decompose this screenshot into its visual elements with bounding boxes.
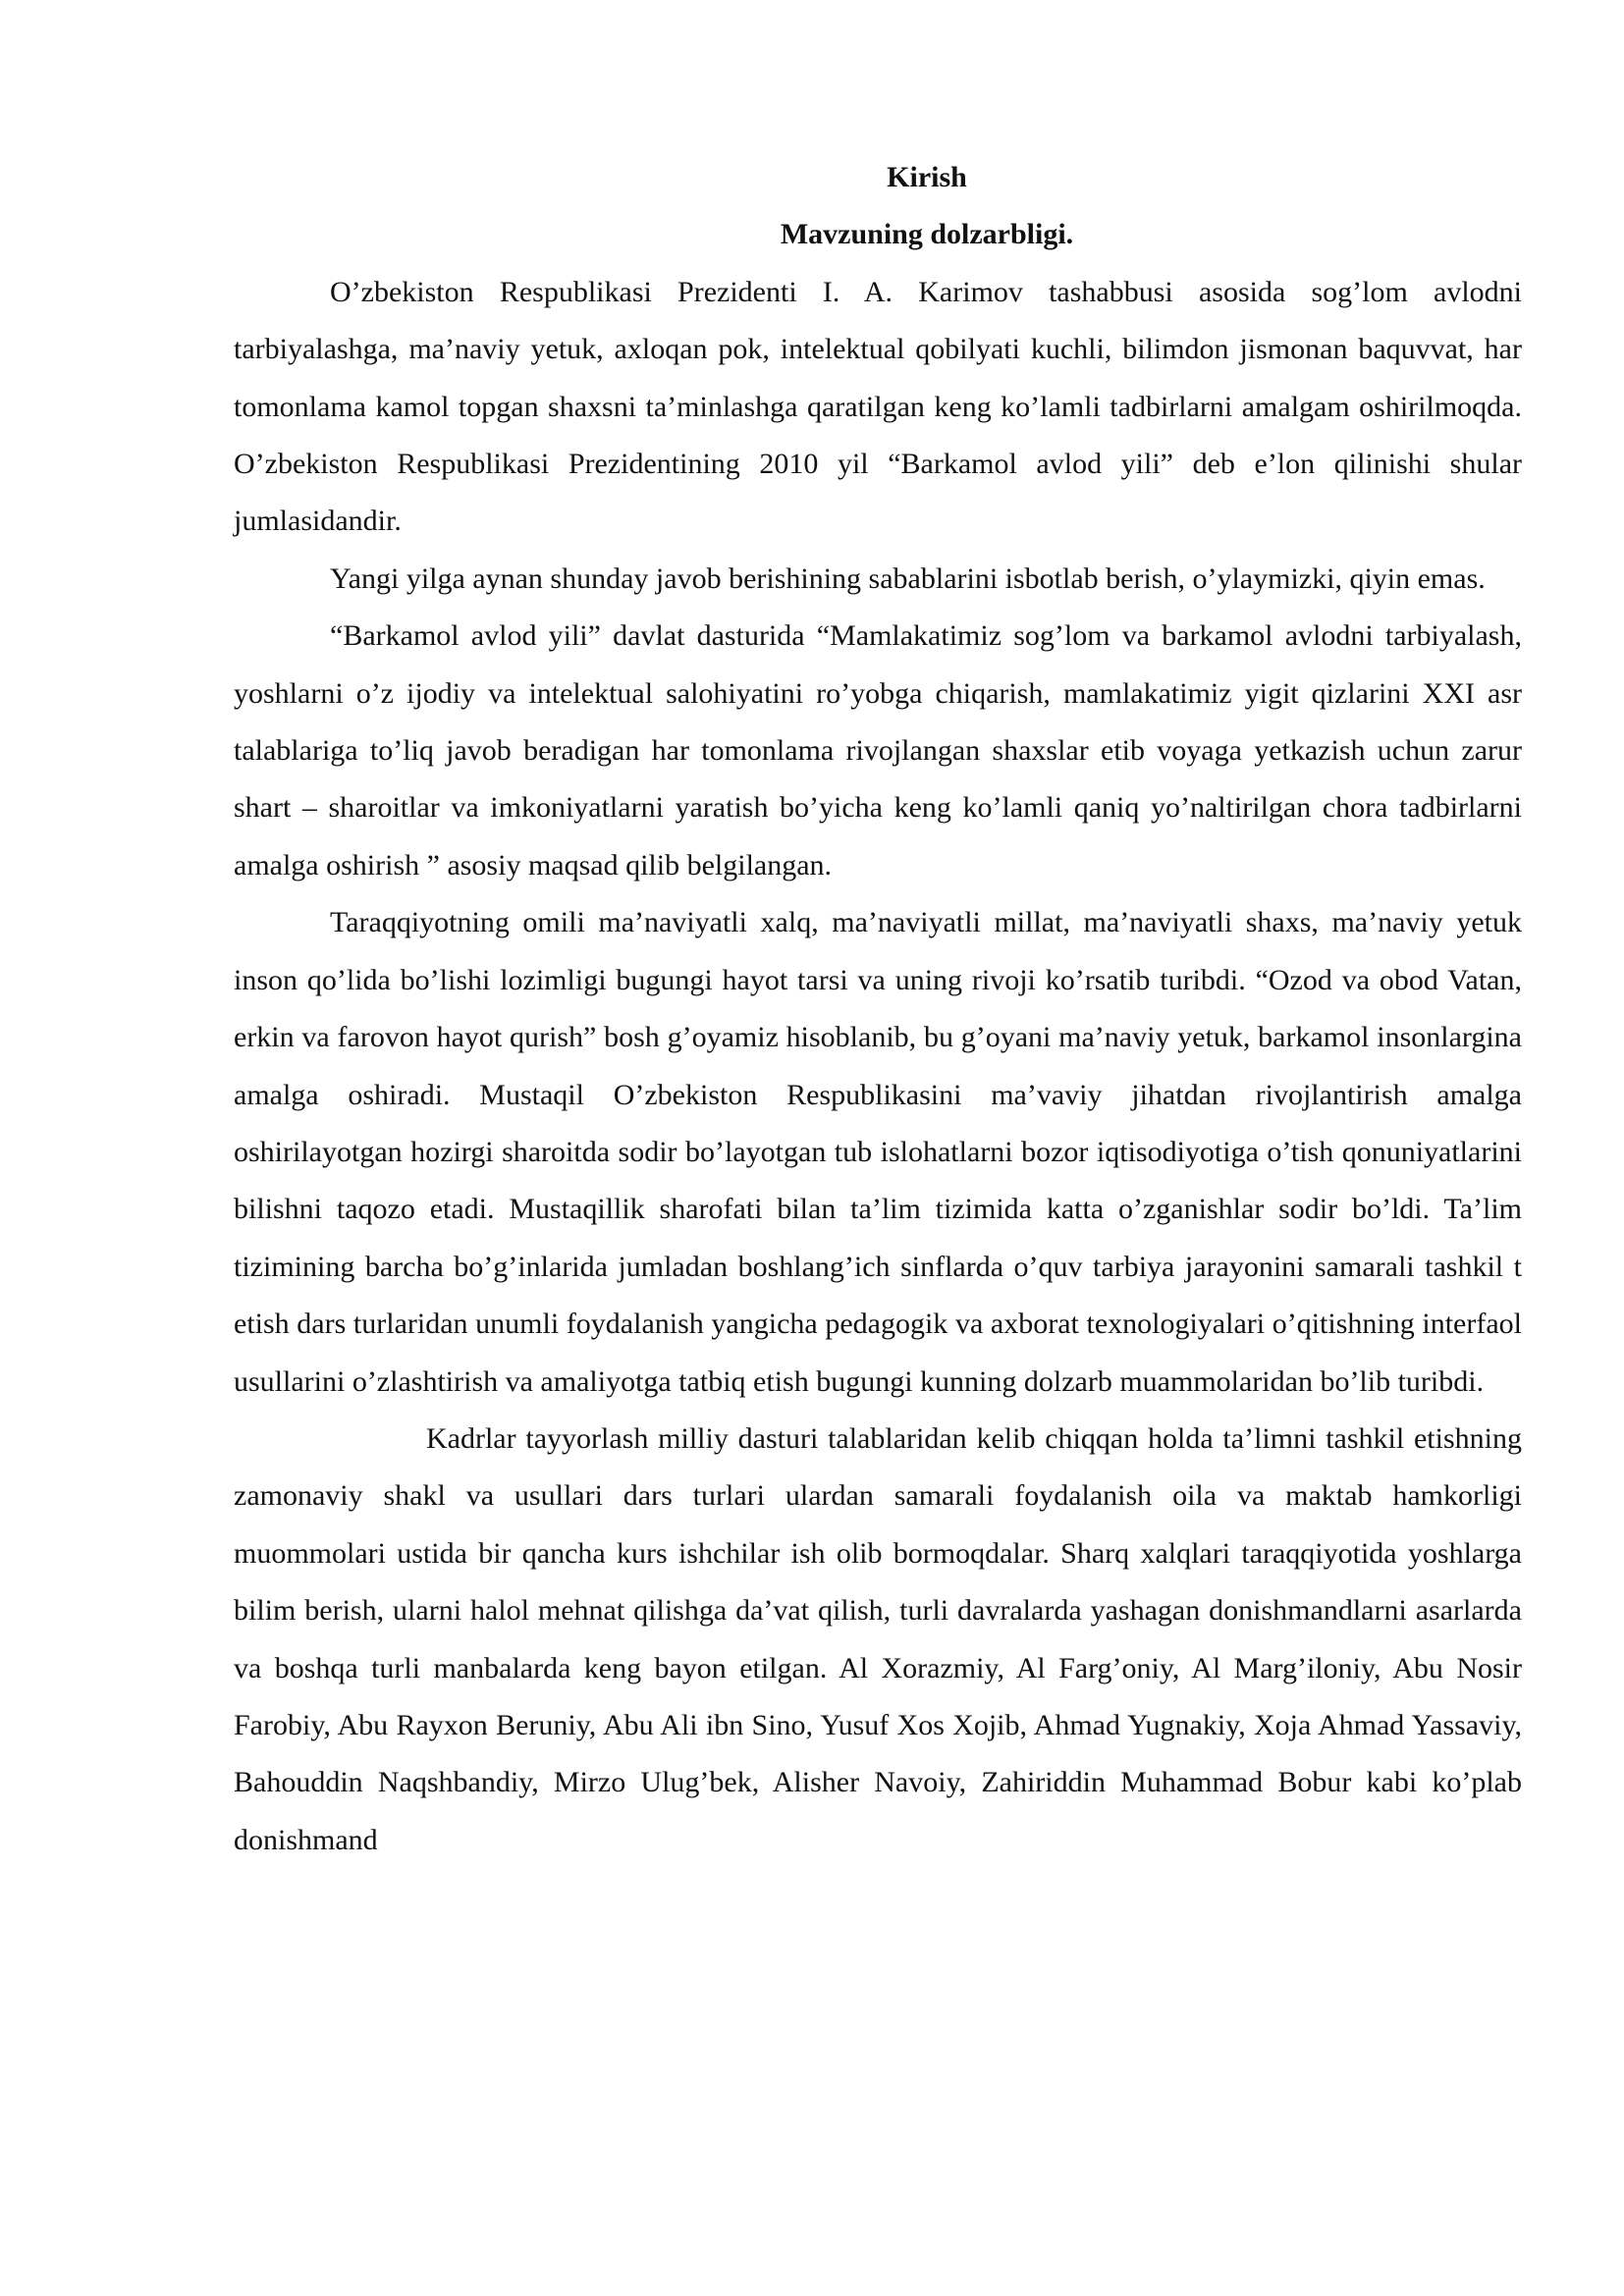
document-subtitle: Mavzuning dolzarbligi. (780, 218, 1074, 251)
document-page (234, 149, 1522, 1869)
paragraph-5: Kadrlar tayyorlash milliy dasturi talablaridan kelib chiqqan holda ta’limni tashkil etishning zamonaviy shakl va usullari dars turlari ulardan samarali foydalanish oila va maktab hamkorligi muommolari ustida bir qancha kurs ishchilar ish olib bormoqdalar. Sharq xalqlari taraqqiyotida yoshlarga bilim berish, ularni halol mehnat qilishga da’vat qilish, turli davralarda yashagan donishmandlarni asarlarda va boshqa turli manbalarda keng bayon etilgan. Al Xorazmiy, Al Farg’oniy, Al Marg’iloniy, Abu Nosir Farobiy, Abu Rayxon Beruniy, Abu Ali ibn Sino, Yusuf Xos Xojib, Ahmad Yugnakiy, Xoja Ahmad Yassaviy, Bahouddin Naqshbandiy, Mirzo Ulug’bek, Alisher Navoiy, Zahiriddin Muhammad Bobur kabi ko’plab donishmand (234, 1421, 1522, 1856)
paragraph-4: Taraqqiyotning omili ma’naviyatli xalq, ma’naviyatli millat, ma’naviyatli shaxs, ma’naviy yetuk inson qo’lida bo’lishi lozimligi bugungi hayot tarsi va uning rivoji ko’rsatib turibdi. “Ozod va obod Vatan, erkin va farovon hayot qurish” bosh g’oyamiz hisoblanib, bu g’oyani ma’naviy yetuk, barkamol insonlargina amalga oshiradi. Mustaqil O’zbekiston Respublikasini ma’vaviy jihatdan rivojlantirish amalga oshirilayotgan hozirgi sharoitda sodir bo’layotgan tub islohatlarni bozor iqtisodiyotiga o’tish qonuniyatlarini bilishni taqozo etadi. Mustaqillik sharofati bilan ta’lim tizimida katta o’zganishlar sodir bo’ldi. Ta’lim tizimining barcha bo’g’inlarida jumladan boshlang’ich sinflarda o’quv tarbiya jarayonini samarali tashkil t etish dars turlaridan unumli foydalanish yangicha pedagogik va axborat texnologiyalari o’qitishning interfaol usullarini o’zlashtirish va amaliyotga tatbiq etish bugungi kunning dolzarb muammolaridan bo’lib turibdi. (234, 906, 1522, 1398)
paragraph-3: “Barkamol avlod yili” davlat dasturida “Mamlakatimiz sog’lom va barkamol avlodni tarbiyalash, yoshlarni o’z ijodiy va intelektual salohiyatini ro’yobga chiqarish, mamlakatimiz yigit qizlarini XXI asr talablariga to’liq javob beradigan har tomonlama rivojlangan shaxslar etib voyaga yetkazish uchun zarur shart – sharoitlar va imkoniyatlarni yaratish bo’yicha keng ko’lamli qaniq yo’naltirilgan chora tadbirlarni amalga oshirish ” asosiy maqsad qilib belgilangan. (234, 619, 1522, 881)
paragraph-2: Yangi yilga aynan shunday javob berishining sabablarini isbotlab berish, o’ylaymizki, qiyin emas. (330, 561, 1486, 595)
document-title: Kirish (887, 161, 967, 193)
paragraph-1: O’zbekiston Respublikasi Prezidenti I. A. Karimov tashabbusi asosida sog’lom avlodni tarbiyalashga, ma’naviy yetuk, axloqan pok, intelektual qobilyati kuchli, bilimdon jismonan baquvvat, har tomonlama kamol topgan shaxsni ta’minlashga qaratilgan keng ko’lamli tadbirlarni amalgam oshirilmoqda. O’zbekiston Respublikasi Prezidentining 2010 yil “Barkamol avlod yili” deb e’lon qilinishi shular jumlasidandir. (234, 275, 1522, 538)
